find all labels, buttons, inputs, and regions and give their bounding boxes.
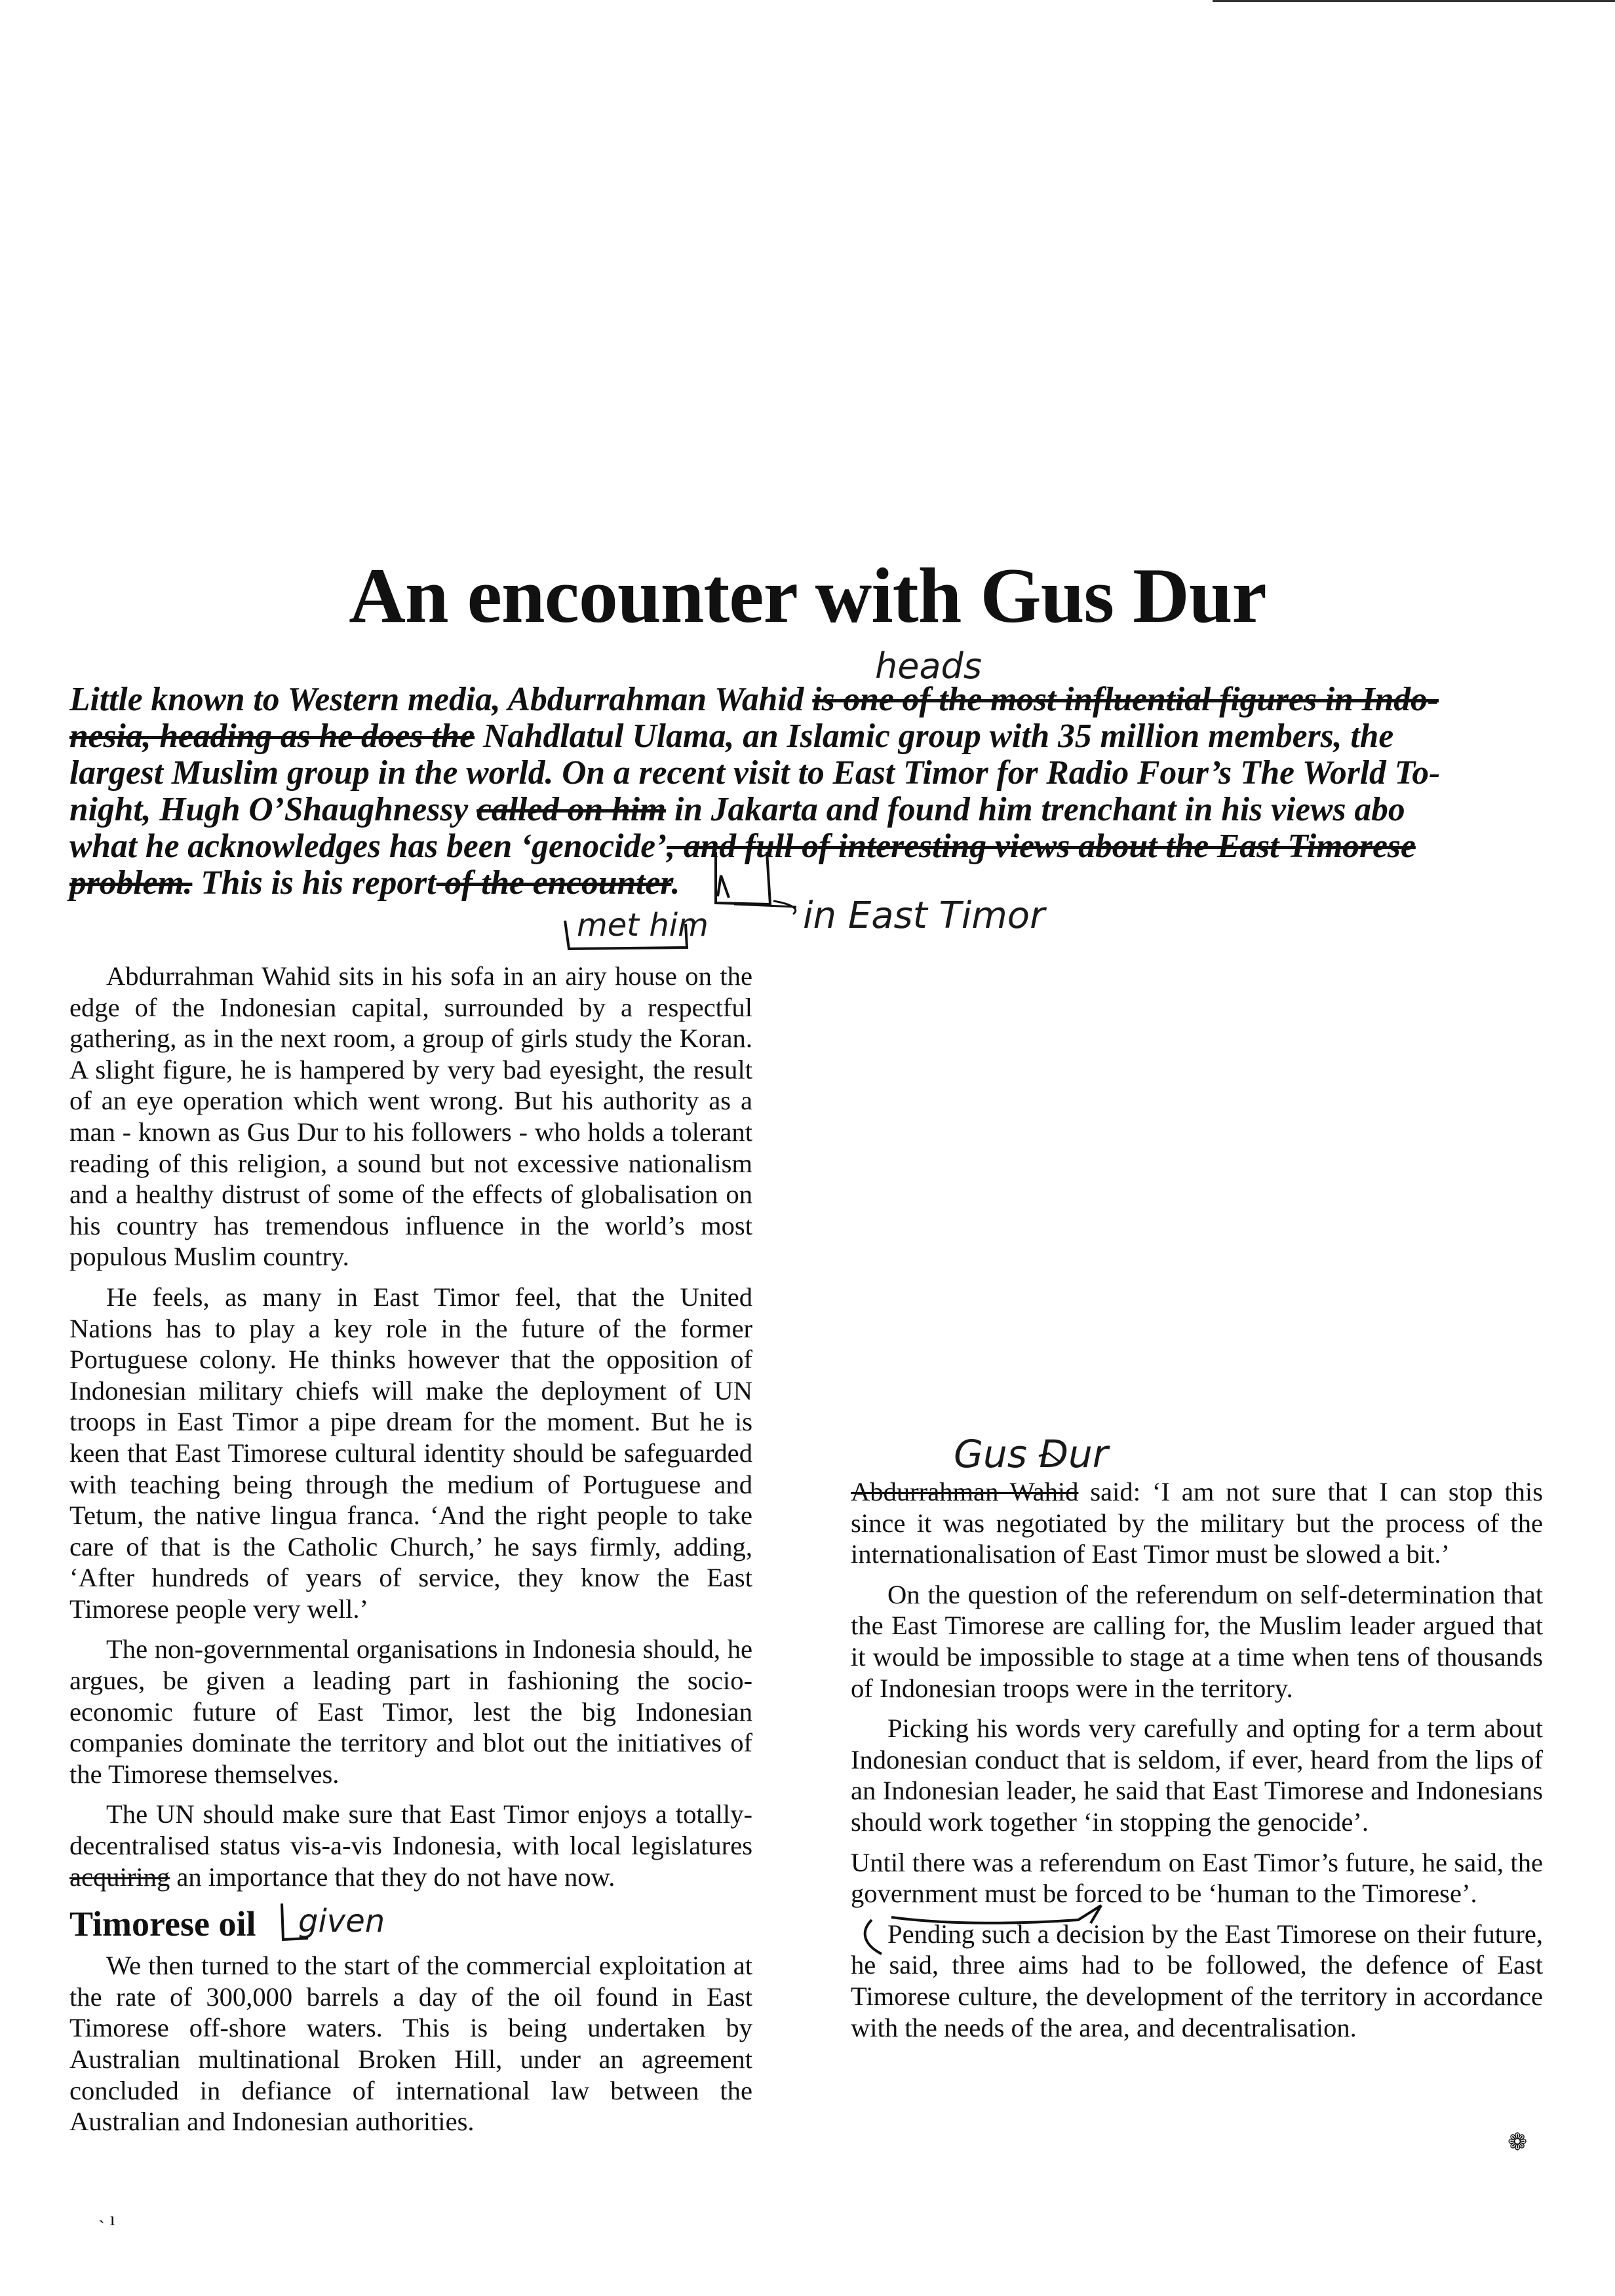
paragraph: Abdurrahman Wahid said: ‘I am not sure that I can stop this since it was negotiated by the military but the process of the internationalisation of East Timor must be slowed a bit.’ (851, 1477, 1543, 1569)
page-mark: ˴ ı (98, 2208, 115, 2230)
right-column (851, 1476, 1543, 2052)
handwritten-given: given (298, 1903, 385, 1940)
intro-line-5: what he acknowledges has been ‘genocide’, and full of interesting views about the East Timorese (69, 828, 1416, 865)
deleted-text: nesia, heading as he does the (69, 718, 475, 755)
gus-dur-arrow (1039, 1453, 1060, 1463)
section-heading: Timorese oil (69, 1904, 256, 1944)
handwritten-gus-dur: Gus Dur (954, 1432, 1108, 1476)
deleted-text: of the encounter (436, 864, 672, 902)
paragraph: Pending such a decision by the East Timorese on their future, he said, three aims had to be followed, the defence of East Timorese culture, the development of the territory in accordance with the needs of the area, and decentralisation. (851, 1919, 1543, 2042)
insert-caret (718, 875, 729, 898)
intro-line-1: Little known to Western media, Abdurrahman Wahid is one of the most influential figures in Indo- (69, 681, 1439, 718)
handwritten-in-east-timor: in East Timor (803, 894, 1045, 937)
intro-line-4: night, Hugh O’Shaughnessy called on him in Jakarta and found him trenchant in his views abo (69, 791, 1405, 828)
end-of-article-mark: ❁ (1508, 2129, 1528, 2155)
paragraph: We then turned to the start of the commercial exploitation at the rate of 300,000 barrels a day of the oil found in East Timorese off-shore waters. This is being undertaken by Australian multinational Broken Hill, under an agreement concluded in defiance of international law between the Australian and Indonesian authorities. (69, 1951, 752, 2137)
paragraph: Picking his words very carefully and opting for a term about Indonesian conduct that is seldom, if ever, heard from the lips of an Indonesian leader, he said that East Timorese and Indonesians should work together ‘in stopping the genocide’. (851, 1713, 1543, 1837)
deleted-text: problem. (69, 864, 193, 902)
paragraph: Until there was a referendum on East Timor’s future, he said, the government must be forced to be ‘human to the Timorese’. (851, 1847, 1543, 1909)
deleted-text: acquiring (69, 1862, 170, 1892)
page-title: An encounter with Gus Dur (349, 552, 1266, 639)
intro-line-3: largest Muslim group in the world. On a recent visit to East Timor for Radio Four’s The World To- (69, 754, 1441, 792)
paragraph: On the question of the referendum on self-determination that the East Timorese are calling for, the Muslim leader argued that it would be impossible to stage at a time when tens of thousands of Indonesian troops were in the territory. (851, 1579, 1543, 1703)
deleted-text: , and full of interesting views about the East Timorese (667, 828, 1416, 865)
deleted-text: Abdurrahman Wahid (851, 1477, 1079, 1506)
intro-line-6: problem. This is his report of the encounter. (69, 864, 680, 902)
paragraph: The UN should make sure that East Timor enjoys a totally-decentralised status vis-a-vis Indonesia, with local legislatures acquiring an importance that they do not have now. (69, 1799, 752, 1892)
bracket-mark (716, 852, 770, 904)
met-him-bracket (565, 921, 687, 949)
deleted-text: is one of the most influential figures in Indo- (812, 681, 1439, 718)
left-column (69, 961, 752, 2147)
handwritten-heads: heads (875, 645, 982, 687)
intro-line-2: nesia, heading as he does the Nahdlatul Ulama, an Islamic group with 35 million members, the (69, 718, 1394, 755)
handwritten-met-him: met him (577, 907, 709, 944)
paragraph: The non-governmental organisations in Indonesia should, he argues, be given a leading part in fashioning the socio-economic future of East Timor, lest the big Indonesian companies dominate the territory and blot out the initiatives of the Timorese themselves. (69, 1634, 752, 1789)
paragraph: He feels, as many in East Timor feel, that the United Nations has to play a key role in the future of the former Portuguese colony. He thinks however that the opposition of Indonesian military chiefs will make the deployment of UN troops in East Timor a pipe dream for the moment. But he is keen that East Timorese cultural identity should be safeguarded with teaching being through the medium of Portuguese and Tetum, the native lingua franca. ‘And the right people to take care of that is the Catholic Church,’ he says firmly, adding, ‘After hundreds of years of service, they know the East Timorese people very well.’ (69, 1282, 752, 1624)
deleted-text: called on him (477, 791, 667, 828)
paragraph: Abdurrahman Wahid sits in his sofa in an airy house on the edge of the Indonesian capital, surrounded by a respectful gathering, as in the next room, a group of girls study the Koran. A slight figure, he is hampered by very bad eyesight, the result of an eye operation which went wrong. But his authority as a man - known as Gus Dur to his followers - who holds a tolerant reading of this religion, a sound but not excessive nationalism and a healthy distrust of some of the effects of globalisation on his country has tremendous influence in the world’s most populous Muslim country. (69, 961, 752, 1272)
